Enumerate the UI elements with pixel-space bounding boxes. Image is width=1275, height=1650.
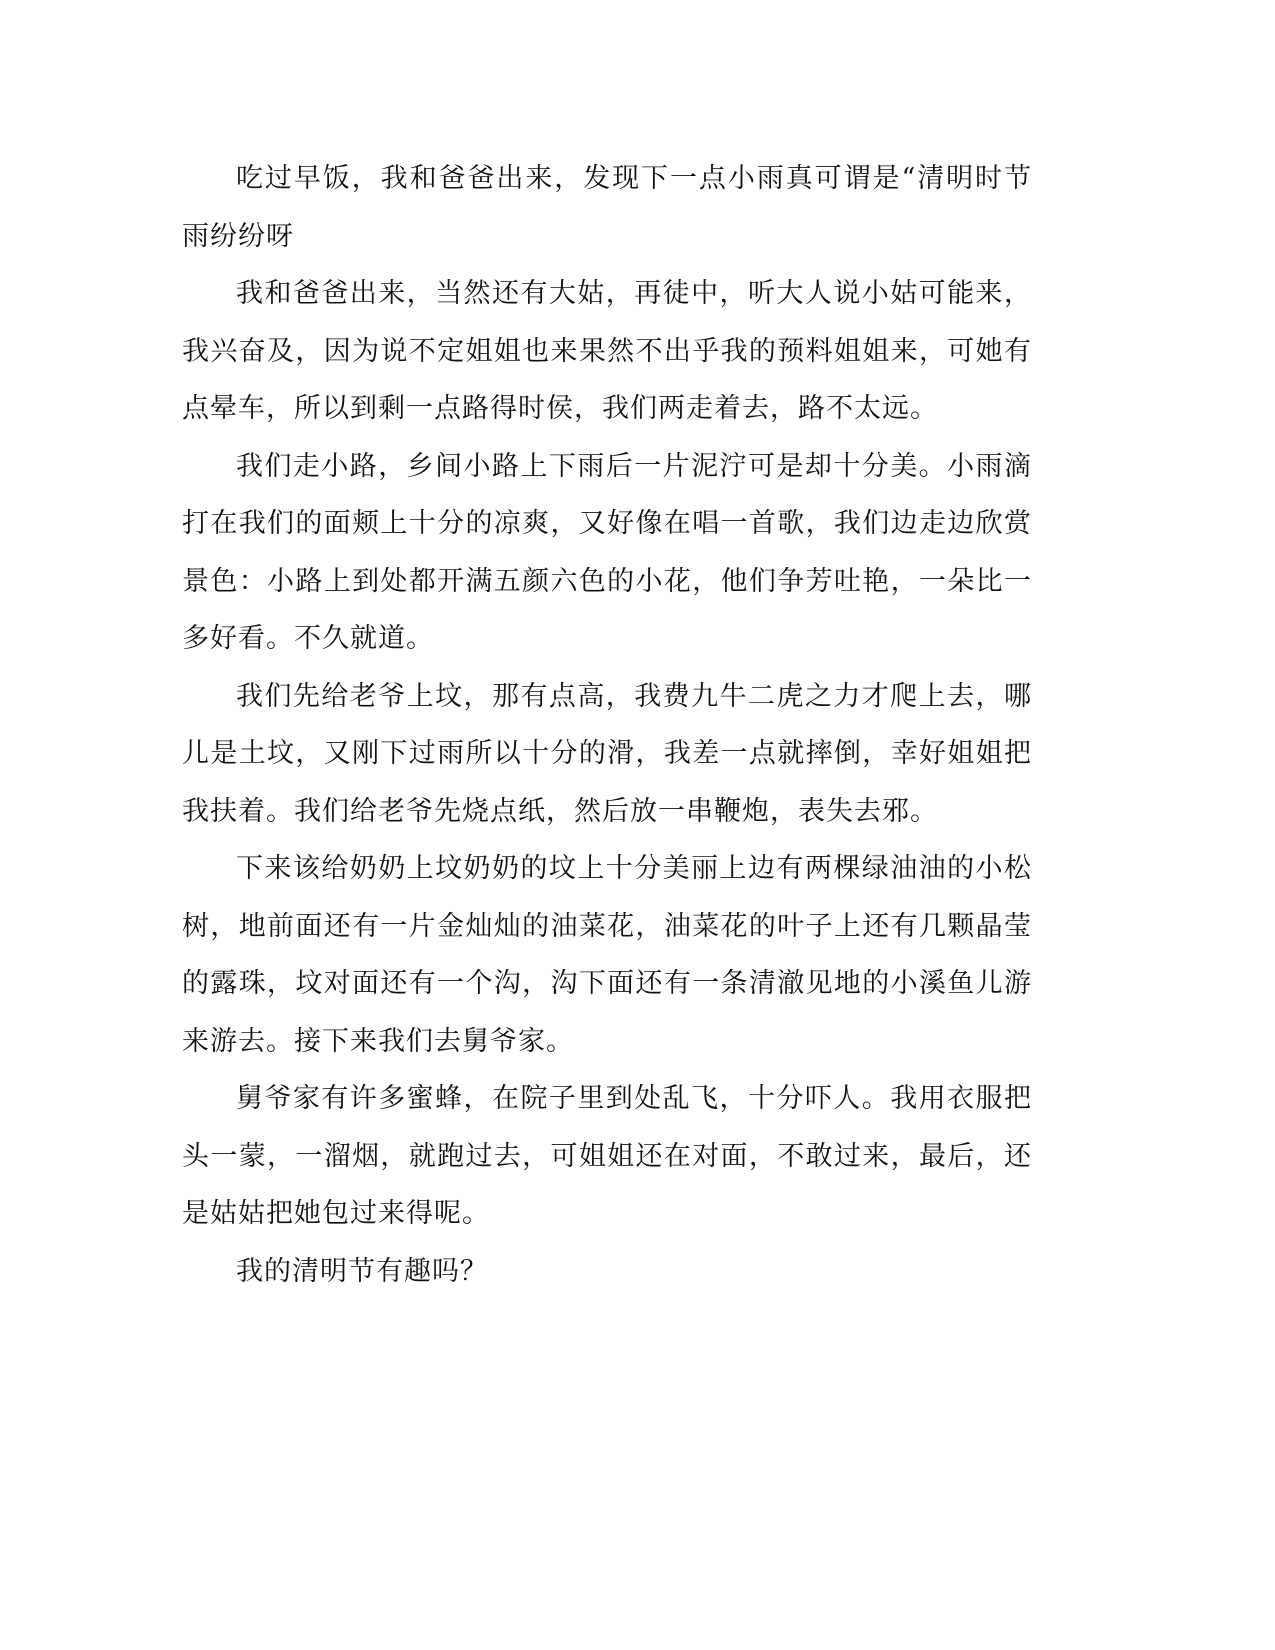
paragraph-6: 舅爷家有许多蜜蜂，在院子里到处乱飞，十分吓人。我用衣服把头一蒙，一溜烟，就跑过去，可姐姐还在对面，不敢过来，最后，还是姑姑把她包过来得呢。 (182, 1083, 1032, 1229)
paragraph-2: 我和爸爸出来，当然还有大姑，再徒中，听大人说小姑可能来，我兴奋及，因为说不定姐姐也来果然不出乎我的预料姐姐来，可她有点晕车，所以到剩一点路得时侯，我们两走着去，路不太远。 (182, 278, 1032, 424)
paragraph-5: 下来该给奶奶上坟奶奶的坟上十分美丽上边有两棵绿油油的小松树，地前面还有一片金灿灿的油菜花，油菜花的叶子上还有几颗晶莹的露珠，坟对面还有一个沟，沟下面还有一条清澈见地的小溪鱼儿游来游去。接下来我们去舅爷家。 (182, 853, 1032, 1057)
paragraph-1: 吃过早饭，我和爸爸出来，发现下一点小雨真可谓是“清明时节雨纷纷呀 (182, 163, 1032, 252)
paragraph-7: 我的清明节有趣吗？ (236, 1255, 488, 1287)
paragraph-3: 我们走小路，乡间小路上下雨后一片泥泞可是却十分美。小雨滴打在我们的面颊上十分的凉爽，又好像在唱一首歌，我们边走边欣赏景色：小路上到处都开满五颜六色的小花，他们争芳吐艳，一朵比一多好看。不久就道。 (182, 450, 1032, 654)
document-body (182, 150, 1032, 1300)
paragraph-4: 我们先给老爷上坟，那有点高，我费九牛二虎之力才爬上去，哪儿是土坟，又刚下过雨所以十分的滑，我差一点就摔倒，幸好姐姐把我扶着。我们给老爷先烧点纸，然后放一串鞭炮，表失去邪。 (182, 680, 1032, 827)
